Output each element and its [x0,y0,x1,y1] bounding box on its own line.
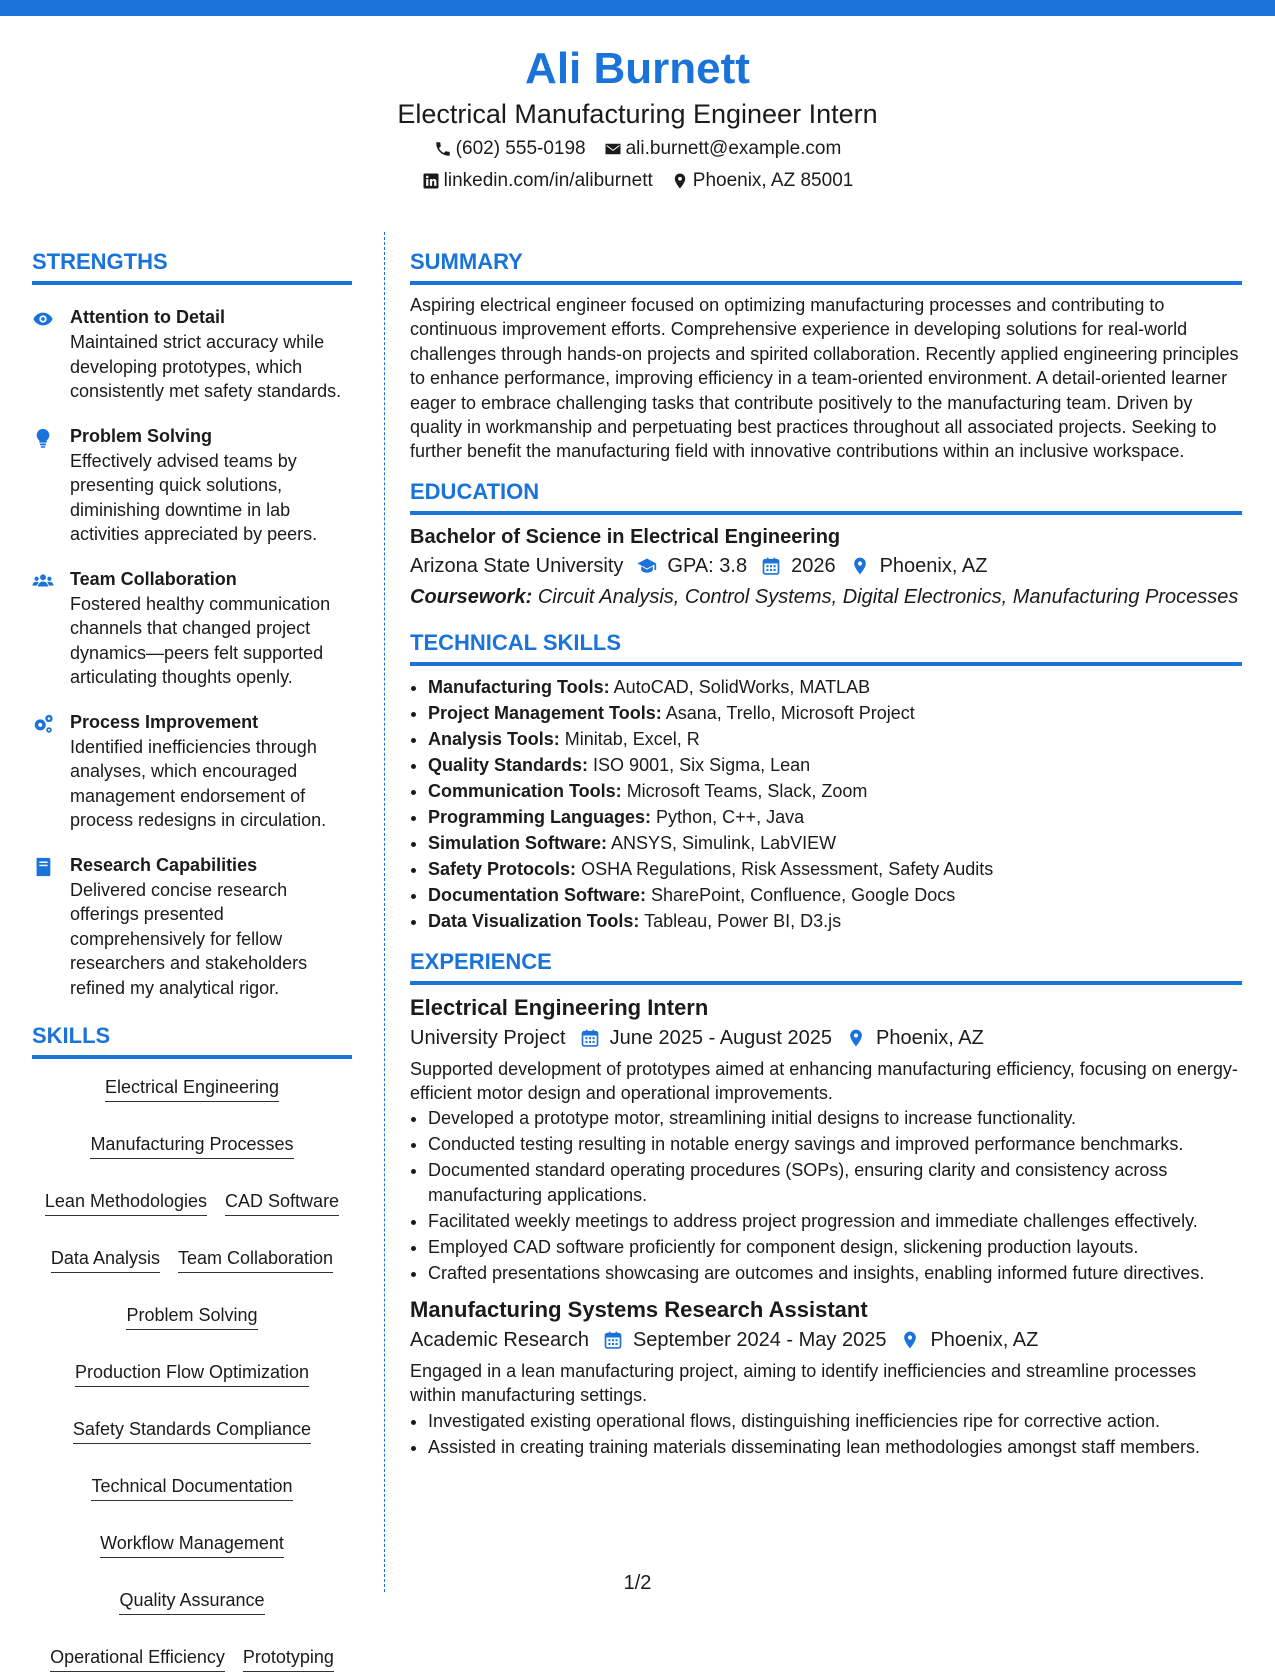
job-org [410,1023,566,1053]
strength-desc: Maintained strict accuracy while developing prototypes, which consistently met safety standards. [70,332,342,401]
job-bullets [410,1409,1242,1460]
job-dates [580,1023,832,1053]
email-contact[interactable] [604,134,842,164]
edu-location-item [850,551,988,581]
tech-skill-item [428,778,1242,804]
job-location-text: Phoenix, AZ [930,1329,1039,1352]
tech-skill-item [428,726,1242,752]
strength-desc: Identified inefficiencies through analyses, which encouraged management endorsement of process redesigns in circulation. [70,736,327,830]
skills-heading: SKILLS [32,1022,352,1059]
edu-location-text: Phoenix, AZ [879,554,988,577]
job-dates-text: September 2024 - May 2025 [632,1329,887,1352]
eye-icon [32,305,70,404]
linkedin-contact[interactable] [422,166,653,196]
tech-skill-item [428,882,1242,908]
tech-skill-label: Project Management Tools: [428,702,662,723]
phone-text: (602) 555-0198 [455,138,586,159]
skill-tag: Workflow Management [100,1531,284,1558]
contact-row-2 [0,166,1275,196]
tech-skill-value: Microsoft Teams, Slack, Zoom [626,780,868,801]
job-title: Electrical Engineering Intern [410,994,709,1020]
tech-skill-item [428,856,1242,882]
page-number: 1/2 [623,1572,652,1594]
tech-skill-value: Tableau, Power BI, D3.js [644,910,842,931]
strength-title: Team Collaboration [70,568,237,589]
year-text: 2026 [791,554,836,577]
job-bullet: • Documented standard operating procedures (SOPs), ensuring clarity and consistency across manufacturing applications. [428,1158,1242,1207]
job-location [846,1023,984,1053]
skill-tag: Electrical Engineering [105,1075,279,1102]
lightbulb-icon [32,424,70,547]
skill-tag: Team Collaboration [178,1246,333,1273]
tech-skill-label: Programming Languages: [428,806,652,827]
gears-icon [32,710,70,833]
skill-tag: Technical Documentation [91,1474,292,1501]
candidate-name: Ali Burnett [525,44,750,93]
graduation-cap-icon [637,556,657,576]
summary-heading: SUMMARY [410,248,1242,285]
phone-icon [434,140,452,158]
coursework-text: Circuit Analysis, Control Systems, Digital Electronics, Manufacturing Processes [537,585,1239,608]
coursework-label: Coursework: [410,585,533,608]
tech-skill-item [428,752,1242,778]
tech-skill-label: Communication Tools: [428,780,622,801]
map-pin-icon [671,172,689,190]
job-org-text: University Project [410,1026,566,1049]
column-divider [384,232,385,1592]
tech-skill-item [428,830,1242,856]
tech-skill-value: Asana, Trello, Microsoft Project [665,702,915,723]
school-text: Arizona State University [410,554,624,577]
strength-item [32,710,352,833]
job-description: Supported development of prototypes aimed at enhancing manufacturing efficiency, focusing on energy-efficient motor design and operational improvements. [410,1058,1238,1103]
tech-skill-label: Quality Standards: [428,754,589,775]
tech-skill-label: Safety Protocols: [428,858,577,879]
tech-skill-value: OSHA Regulations, Risk Assessment, Safety Audits [581,858,994,879]
skill-tag: Problem Solving [126,1303,257,1330]
job-bullet: • Assisted in creating training materials disseminating lean methodologies amongst staff members. [428,1435,1242,1460]
contact-row-1 [0,134,1275,164]
job-description: Engaged in a lean manufacturing project, aiming to identify inefficiencies and streamline processes within manufacturing settings. [410,1361,1197,1406]
experience-entry [410,993,1242,1286]
technical-skills-heading: TECHNICAL SKILLS [410,629,1242,666]
skill-tag: Prototyping [243,1645,334,1672]
calendar-icon [580,1028,600,1048]
skill-tag: CAD Software [225,1189,339,1216]
strength-title: Attention to Detail [70,307,225,327]
strength-desc: Effectively advised teams by presenting quick solutions, diminishing downtime in lab activities appreciated by peers. [70,450,318,544]
users-icon [32,567,70,690]
school-name [410,551,623,581]
job-org [410,1325,589,1355]
job-title: Manufacturing Systems Research Assistant [410,1297,868,1323]
job-bullet: • Crafted presentations showcasing are outcomes and insights, enabling informed future directives. [428,1261,1242,1286]
right-column [410,248,1242,1459]
job-bullets [410,1106,1242,1285]
map-pin-icon [900,1330,920,1350]
strength-desc: Fostered healthy communication channels that changed project dynamics—peers felt supported articulating thoughts openly. [70,593,331,687]
tech-skill-label: Analysis Tools: [428,728,560,749]
skill-tag: Operational Efficiency [50,1645,225,1672]
location-text: Phoenix, AZ 85001 [692,170,854,191]
skill-tag: Data Analysis [51,1246,160,1273]
strength-title: Research Capabilities [70,854,258,875]
degree-title: Bachelor of Science in Electrical Engineering [410,525,841,548]
experience-entry [410,1295,1242,1459]
candidate-title: Electrical Manufacturing Engineer Intern [397,99,878,129]
skill-tag: Lean Methodologies [45,1189,207,1216]
job-dates-text: June 2025 - August 2025 [609,1026,833,1049]
job-location [900,1325,1038,1355]
tech-skill-item [428,908,1242,934]
strength-desc: Delivered concise research offerings presented comprehensively for fellow researchers and stakeholders refined my analytical rigor. [70,879,308,998]
tech-skill-label: Simulation Software: [428,832,608,853]
gpa-item [637,551,747,581]
tech-skill-value: SharePoint, Confluence, Google Docs [651,884,956,905]
job-bullet: • Facilitated weekly meetings to address project progression and immediate challenges effectively. [428,1209,1242,1234]
job-location-text: Phoenix, AZ [876,1026,984,1049]
education-heading: EDUCATION [410,478,1242,515]
tech-skill-item [428,804,1242,830]
job-bullet: • Investigated existing operational flows, distinguishing inefficiencies ripe for corrective action. [428,1409,1242,1434]
location-contact [671,166,854,196]
tech-skill-value: ANSYS, Simulink, LabVIEW [611,832,837,853]
summary-text: Aspiring electrical engineer focused on optimizing manufacturing processes and contributing to continuous improvement efforts. Comprehensive experience in developing solutions for real-world challenges through hands-on projects and spirited collaboration. Recently applied engineering principles to enhance performance, improving efficiency in a team-oriented environment. A detail-oriented learner eager to embrace challenging tasks that contribute positively to the manufacturing team. Driven by quality in workmanship and perpetuating best practices throughout all associated projects. Seeking to further benefit the manufacturing field with innovative contributions within an inclusive workspace. [410,295,1239,462]
left-column [32,248,352,1672]
map-pin-icon [846,1028,866,1048]
education-meta [410,551,1242,581]
skill-tag: Safety Standards Compliance [73,1417,311,1444]
job-dates [603,1325,887,1355]
strength-title: Process Improvement [70,711,259,732]
year-item [761,551,836,581]
job-meta [410,1023,1242,1053]
strength-title: Problem Solving [70,425,213,446]
tech-skill-item [428,700,1242,726]
tech-skill-label: Documentation Software: [428,884,647,905]
tech-skill-value: Python, C++, Java [656,806,805,827]
book-icon [32,853,70,1001]
strength-item [32,567,352,690]
tech-skill-label: Manufacturing Tools: [428,676,610,697]
calendar-icon [761,556,781,576]
tech-skill-value: AutoCAD, SolidWorks, MATLAB [613,676,871,697]
job-bullet: • Employed CAD software proficiently for component design, slickening production layouts. [428,1235,1242,1260]
strengths-heading: STRENGTHS [32,248,352,285]
gpa-text: GPA: 3.8 [667,554,748,577]
resume-header [0,42,1275,196]
skill-tag: Manufacturing Processes [90,1132,293,1159]
job-bullet: • Conducted testing resulting in notable energy savings and improved performance benchmarks. [428,1132,1242,1157]
tech-skill-item [428,674,1242,700]
strength-item [32,853,352,1001]
email-text[interactable]: ali.burnett@example.com [625,138,842,159]
skill-tag: Production Flow Optimization [75,1360,309,1387]
envelope-icon [604,140,622,158]
tech-skill-value: Minitab, Excel, R [564,728,700,749]
tech-skill-value: ISO 9001, Six Sigma, Lean [593,754,811,775]
strength-item [32,424,352,547]
map-pin-icon [850,556,870,576]
linkedin-icon [422,172,440,190]
phone-contact [434,134,586,164]
job-org-text: Academic Research [410,1329,589,1352]
coursework [410,585,1242,609]
technical-skills-list [410,674,1242,934]
top-accent-bar [0,0,1275,16]
linkedin-text[interactable]: linkedin.com/in/aliburnett [443,170,653,191]
job-meta [410,1325,1242,1355]
tech-skill-label: Data Visualization Tools: [428,910,640,931]
job-bullet: • Developed a prototype motor, streamlining initial designs to increase functionality. [428,1106,1242,1131]
calendar-icon [603,1330,623,1350]
experience-heading: EXPERIENCE [410,948,1242,985]
strength-item [32,305,352,404]
skill-tag: Quality Assurance [119,1588,264,1615]
